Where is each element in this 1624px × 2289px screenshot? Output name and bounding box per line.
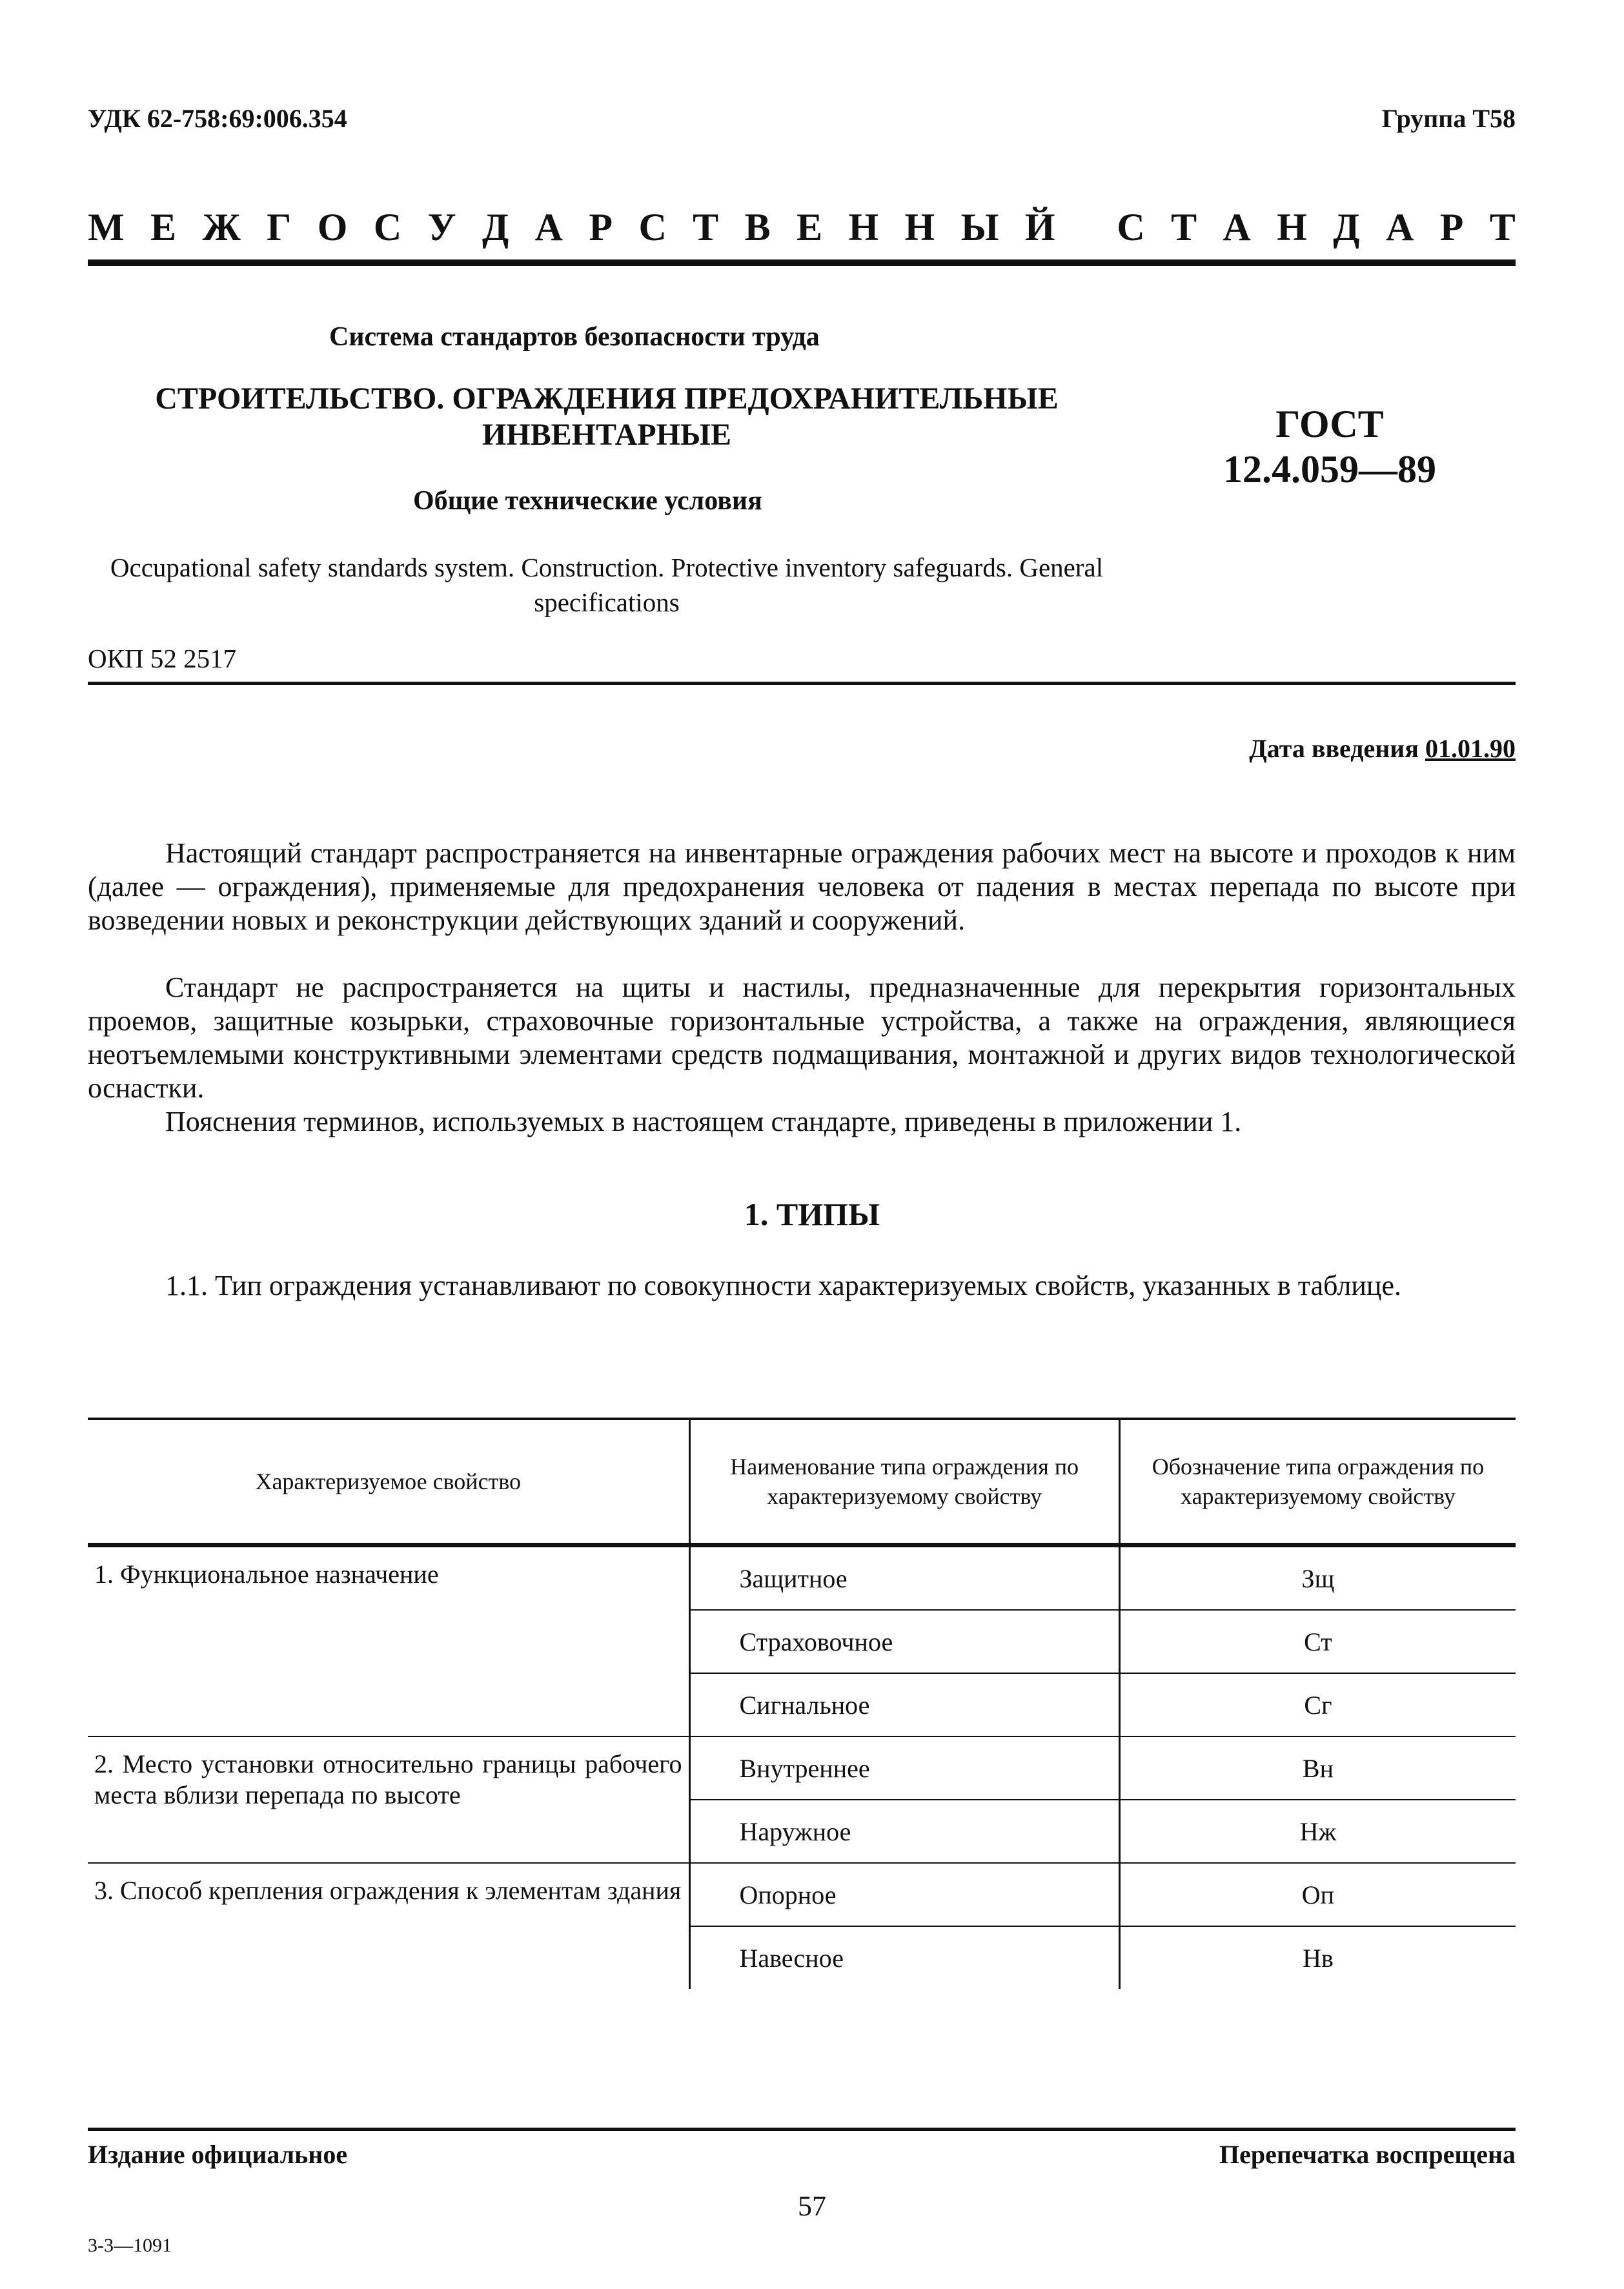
property-cell: 3. Способ крепления ограждения к элементам здания bbox=[88, 1863, 689, 1989]
types-table bbox=[88, 1418, 1516, 1989]
heading-letter: В bbox=[744, 206, 771, 249]
heading-letter: О bbox=[317, 206, 348, 249]
heading-letter: М bbox=[88, 206, 125, 249]
heading-letter: Р bbox=[1439, 206, 1464, 249]
type-name-cell: Наружное bbox=[689, 1800, 1119, 1863]
heading-letter: Й bbox=[1024, 206, 1055, 249]
table-header-row bbox=[88, 1419, 1516, 1545]
date-value: 01.01.90 bbox=[1425, 734, 1516, 763]
property-cell: 2. Место установки относительно границы рабочего места вблизи перепада по высоте bbox=[88, 1736, 689, 1863]
heading-letter: Р bbox=[589, 206, 613, 249]
type-code-cell: Сг bbox=[1119, 1673, 1516, 1736]
header-type-code: Обозначение типа ограждения по характеризуемому свойству bbox=[1119, 1419, 1516, 1545]
heading-letter: Г bbox=[267, 206, 292, 249]
heading-letter: Т bbox=[1489, 206, 1516, 249]
type-name-cell: Навесное bbox=[689, 1926, 1119, 1989]
heading-letter: А bbox=[1385, 206, 1414, 249]
type-code-cell: Оп bbox=[1119, 1863, 1516, 1926]
table-row bbox=[88, 1736, 1516, 1800]
heading-letter: А bbox=[534, 206, 563, 249]
document-title: СТРОИТЕЛЬСТВО. ОГРАЖДЕНИЯ ПРЕДОХРАНИТЕЛЬНЫЕ ИНВЕНТАРНЫЕ bbox=[155, 382, 1059, 452]
heading-letter: Д bbox=[482, 206, 509, 249]
heading-letter: Т bbox=[1171, 206, 1197, 249]
paragraph-terms: Пояснения терминов, используемых в настоящем стандарте, приведены в приложении 1. bbox=[165, 1106, 1242, 1137]
standards-system-label: Система стандартов безопасности труда bbox=[329, 322, 820, 352]
heading-letter: Е bbox=[797, 206, 823, 249]
english-title: Occupational safety standards system. Construction. Protective inventory safeguards. General specifications bbox=[110, 553, 1104, 617]
gost-number: 12.4.059—89 bbox=[1223, 448, 1436, 491]
type-name-cell: Страховочное bbox=[689, 1610, 1119, 1673]
footer-divider bbox=[88, 2128, 1516, 2131]
udk-code: УДК 62-758:69:006.354 bbox=[88, 104, 347, 133]
paragraph-1-1: 1.1. Тип ограждения устанавливают по совокупности характеризуемых свойств, указанных в таблице. bbox=[165, 1270, 1401, 1301]
okp-code: ОКП 52 2517 bbox=[88, 644, 237, 673]
paragraph-scope: Настоящий стандарт распространяется на инвентарные ограждения рабочих мест на высоте и проходов к ним (далее — ограждения), применяемые для предохранения человека от падения в местах перепада по высоте при возведении новых и реконструкции действующих зданий и сооружений. bbox=[88, 837, 1516, 936]
paragraph-exclusions: Стандарт не распространяется на щиты и настилы, предназначенные для перекрытия горизонтальных проемов, защитные козырьки, страховочные горизонтальные устройства, а также на ограждения, являющиеся неотъемлемыми конструктивными элементами средств подмащивания, монтажной и других видов технологической оснастки. bbox=[88, 972, 1516, 1104]
gost-designation bbox=[1207, 402, 1452, 492]
type-code-cell: Ст bbox=[1119, 1610, 1516, 1673]
introduction-date bbox=[1249, 733, 1516, 764]
section-title-types: 1. ТИПЫ bbox=[744, 1196, 880, 1232]
table-row bbox=[88, 1545, 1516, 1611]
heading-letter: С bbox=[638, 206, 667, 249]
group-code: Группа Т58 bbox=[1381, 104, 1516, 133]
document-subtitle: Общие технические условия bbox=[413, 486, 762, 516]
table-row bbox=[88, 1863, 1516, 1926]
type-name-cell: Внутреннее bbox=[689, 1736, 1119, 1800]
type-code-cell: Зщ bbox=[1119, 1545, 1516, 1611]
heading-letter bbox=[1081, 205, 1091, 250]
heading-letter: С bbox=[1117, 206, 1145, 249]
heading-letter: Н bbox=[904, 206, 935, 249]
page-number: 57 bbox=[798, 2190, 826, 2222]
type-name-cell: Защитное bbox=[689, 1545, 1119, 1611]
heading-letter: Н bbox=[848, 206, 879, 249]
heading-letter: Ы bbox=[960, 206, 999, 249]
header-property: Характеризуемое свойство bbox=[255, 1469, 522, 1494]
heading-letter: Т bbox=[693, 206, 719, 249]
reprint-prohibited-label: Перепечатка воспрещена bbox=[1219, 2140, 1516, 2169]
property-cell: 1. Функциональное назначение bbox=[94, 1560, 439, 1589]
print-code: 3-3—1091 bbox=[88, 2235, 172, 2256]
heading-letter: Д bbox=[1333, 206, 1360, 249]
heading-letter: А bbox=[1223, 206, 1251, 249]
heading-letter: С bbox=[373, 206, 402, 249]
title-divider bbox=[88, 682, 1516, 685]
interstate-standard-heading bbox=[88, 205, 1516, 250]
official-edition-label: Издание официальное bbox=[88, 2140, 348, 2169]
type-name-cell: Опорное bbox=[689, 1863, 1119, 1926]
type-code-cell: Нв bbox=[1119, 1926, 1516, 1989]
heading-letter: У bbox=[427, 206, 456, 249]
heading-letter: Ж bbox=[202, 206, 241, 249]
gost-label: ГОСТ bbox=[1275, 403, 1384, 445]
heading-letter: Е bbox=[150, 206, 177, 249]
date-label: Дата введения bbox=[1249, 734, 1419, 763]
header-divider bbox=[88, 259, 1516, 266]
type-code-cell: Вн bbox=[1119, 1736, 1516, 1800]
header-type-name: Наименование типа ограждения по характеризуемому свойству bbox=[689, 1419, 1119, 1545]
heading-letter: Н bbox=[1277, 206, 1307, 249]
type-name-cell: Сигнальное bbox=[689, 1673, 1119, 1736]
type-code-cell: Нж bbox=[1119, 1800, 1516, 1863]
